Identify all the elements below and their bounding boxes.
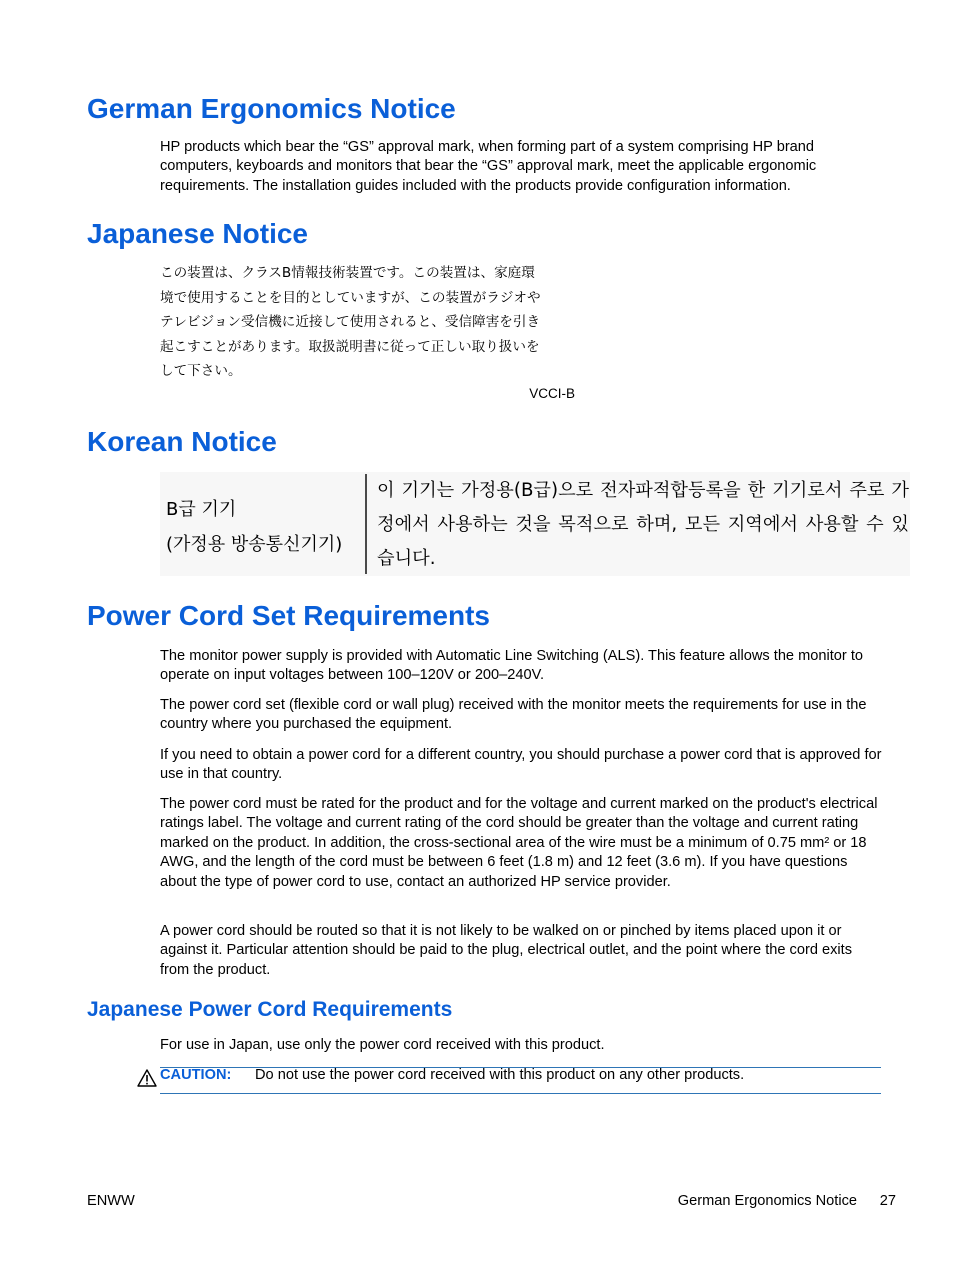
korean-notice-text: 이 기기는 가정용(B급)으로 전자파적합등록을 한 기기로서 주로 가정에서 사용하는 것을 목적으로 하며, 모든 지역에서 사용할 수 있습니다. [377, 480, 909, 569]
warning-triangle-icon [137, 1068, 157, 1088]
power-paragraph-2: The power cord set (flexible cord or wall plug) received with the monitor meets the requirements for use in the country where you purchased the equipment. [160, 697, 867, 733]
japanese-power-text: For use in Japan, use only the power cord received with this product. [160, 1037, 605, 1053]
japanese-notice-text [160, 261, 578, 384]
heading-german-ergonomics: German Ergonomics Notice [87, 93, 456, 124]
power-paragraph-4: The power cord must be rated for the product and for the voltage and current marked on the product's electrical ratings label. The voltage and current rating of the cord should be greater than the voltage and current rating marked on the product. In addition, the cross-sectional area of the wire must be a minimum of 0.75 mm² or 18 AWG, and the length of the cord must be between 6 feet (1.8 m) and 12 feet (3.6 m). If you have questions about the type of power cord to use, contact an authorized HP service provider. [160, 796, 878, 890]
vcci-label: VCCI-B [529, 386, 575, 401]
korean-class-label [166, 492, 362, 562]
heading-japanese-power-cord: Japanese Power Cord Requirements [87, 998, 453, 1021]
japanese-line: して下さい。 [160, 363, 242, 380]
heading-korean-notice: Korean Notice [87, 426, 277, 457]
heading-japanese-notice: Japanese Notice [87, 218, 308, 249]
footer-section-title: German Ergonomics Notice [677, 1193, 857, 1209]
japanese-line: この装置は、クラスB情報技術装置です。この装置は、家庭環 [160, 265, 535, 281]
japanese-line: 境で使用することを目的としていますが、この装置がラジオや [160, 289, 541, 306]
korean-class-line: B급 기기 [166, 499, 237, 520]
power-paragraph-3: If you need to obtain a power cord for a different country, you should purchase a power cord that is approved for use in that country. [160, 747, 882, 783]
japanese-line: テレビジョン受信機に近接して使用されると、受信障害を引き [160, 314, 541, 331]
japanese-line: 起こすことがあります。取扱説明書に従って正しい取り扱いを [160, 338, 540, 355]
korean-class-line: (가정용 방송통신기기) [166, 534, 343, 555]
power-paragraph-5: A power cord should be routed so that it is not likely to be walked on or pinched by items placed upon it or against it. Particular attention should be paid to the plug, electrical outlet, and the point where the cord exits from the product. [160, 923, 853, 978]
korean-notice-box [160, 472, 910, 576]
page-number: 27 [879, 1193, 896, 1209]
power-paragraph-1: The monitor power supply is provided with Automatic Line Switching (ALS). This feature allows the monitor to operate on input voltages between 100–120V or 200–240V. [160, 648, 863, 684]
caution-label: CAUTION: [160, 1067, 232, 1083]
german-ergonomics-text: HP products which bear the “GS” approval mark, when forming part of a system comprising HP brand computers, keyboards and monitors that bear the “GS” approval mark, meet the applicable ergonomic requirements. The installation guides included with the products provide configuration information. [160, 139, 817, 194]
heading-power-cord-set: Power Cord Set Requirements [87, 600, 490, 631]
footer-enww: ENWW [87, 1193, 135, 1209]
caution-rule-bottom [160, 1093, 881, 1094]
caution-text: Do not use the power cord received with this product on any other products. [255, 1067, 745, 1083]
korean-divider [365, 474, 367, 574]
